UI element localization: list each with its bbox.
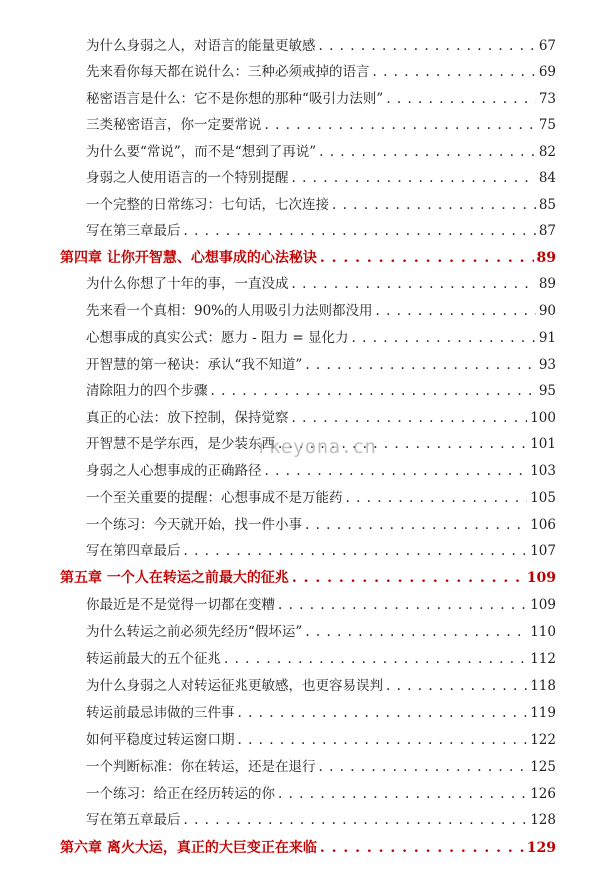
- toc-entry[interactable]: [86, 222, 556, 240]
- toc-entry[interactable]: [86, 329, 556, 347]
- toc-entry[interactable]: [86, 462, 556, 480]
- toc-entry[interactable]: [86, 356, 556, 374]
- toc-page-number: 73: [538, 91, 556, 107]
- toc-page-number: 109: [526, 570, 556, 586]
- toc-entry-title: 身弱之人使用语言的一个特别提醒: [86, 170, 289, 186]
- toc-entry-title: 你最近是不是觉得一切都在变糟: [86, 597, 275, 613]
- dot-leader: [238, 704, 528, 722]
- toc-page-number: 89: [536, 250, 556, 266]
- toc-entry[interactable]: [86, 302, 556, 320]
- dot-leader: [292, 569, 524, 587]
- toc-entry-title: 一个练习：给正在经历转运的你: [86, 786, 275, 802]
- toc-entry[interactable]: [86, 785, 556, 803]
- toc-chapter-heading[interactable]: [60, 569, 556, 587]
- toc-page-number: 67: [538, 38, 556, 54]
- toc-entry[interactable]: [86, 116, 556, 134]
- toc-entry[interactable]: [86, 409, 556, 427]
- dot-leader: [305, 516, 527, 534]
- toc-entry[interactable]: [86, 169, 556, 187]
- toc-entry[interactable]: [86, 516, 556, 534]
- toc-chapter-heading[interactable]: [60, 249, 556, 267]
- toc-entry-title: 为什么转运之前必须先经历“假坏运”: [86, 624, 303, 640]
- toc-page-number: 69: [538, 64, 556, 80]
- toc-entry-title: 清除阻力的四个步骤: [86, 383, 208, 399]
- toc-entry[interactable]: [86, 382, 556, 400]
- toc-entry-title: 先来看一个真相：90%的人用吸引力法则都没用: [86, 303, 373, 319]
- dot-leader: [265, 462, 528, 480]
- dot-leader: [386, 677, 527, 695]
- dot-leader: [238, 731, 528, 749]
- toc-entry-title: 开智慧不是学东西，是少装东西: [86, 436, 275, 452]
- toc-page-number: 95: [538, 383, 556, 399]
- dot-leader: [265, 116, 536, 134]
- toc-entry[interactable]: [86, 623, 556, 641]
- dot-leader: [224, 650, 527, 668]
- toc-chapter-title: 第四章 让你开智慧、心想事成的心法秘诀: [60, 250, 317, 266]
- toc-entry-title: 为什么身弱之人对转运征兆更敏感，也更容易误判: [86, 678, 383, 694]
- toc-page-number: 100: [530, 410, 556, 426]
- toc-chapter-title: 第五章 一个人在转运之前最大的征兆: [60, 570, 289, 586]
- toc-page-number: 90: [538, 303, 556, 319]
- toc-page-number: 122: [530, 732, 556, 748]
- dot-leader: [292, 409, 528, 427]
- toc-page-number: 89: [538, 276, 556, 292]
- toc-entry[interactable]: [86, 37, 556, 55]
- dot-leader: [278, 785, 527, 803]
- toc-page-number: 119: [530, 705, 556, 721]
- toc-entry-title: 为什么你想了十年的事，一直没成: [86, 276, 289, 292]
- toc-page-number: 109: [530, 597, 556, 613]
- toc-page-number: 82: [538, 144, 556, 160]
- toc-entry-title: 身弱之人心想事成的正确路径: [86, 463, 262, 479]
- dot-leader: [319, 143, 536, 161]
- dot-leader: [373, 63, 536, 81]
- toc-page-number: 75: [538, 117, 556, 133]
- toc-entry-title: 为什么身弱之人，对语言的能量更敏感: [86, 38, 316, 54]
- toc-entry[interactable]: [86, 542, 556, 560]
- dot-leader: [332, 196, 536, 214]
- toc-page-number: 84: [538, 170, 556, 186]
- dot-leader: [346, 489, 528, 507]
- toc-entry[interactable]: [86, 758, 556, 776]
- toc-chapter-heading[interactable]: [60, 839, 556, 857]
- toc-entry-title: 转运前最忌讳做的三件事: [86, 705, 235, 721]
- toc-entry-title: 真正的心法：放下控制，保持觉察: [86, 410, 289, 426]
- dot-leader: [320, 249, 534, 267]
- toc-page-number: 128: [530, 812, 556, 828]
- toc-entry-title: 三类秘密语言，你一定要常说: [86, 117, 262, 133]
- dot-leader: [211, 382, 536, 400]
- toc-entry-title: 如何平稳度过转运窗口期: [86, 732, 235, 748]
- toc-page-number: 118: [530, 678, 556, 694]
- toc-entry-title: 写在第五章最后: [86, 812, 181, 828]
- toc-entry[interactable]: [86, 596, 556, 614]
- toc-entry-title: 一个练习：今天就开始，找一件小事: [86, 517, 302, 533]
- toc-entry[interactable]: [86, 275, 556, 293]
- toc-page-number: 105: [530, 490, 556, 506]
- toc-page-number: 93: [538, 357, 556, 373]
- toc-entry[interactable]: [86, 489, 556, 507]
- toc-page-number: 107: [530, 543, 556, 559]
- toc-page-number: 91: [538, 330, 556, 346]
- dot-leader: [184, 542, 528, 560]
- toc-entry[interactable]: [86, 677, 556, 695]
- toc-entry-title: 先来看你每天都在说什么：三种必须戒掉的语言: [86, 64, 370, 80]
- toc-entry-title: 一个完整的日常练习：七句话，七次连接: [86, 197, 329, 213]
- toc-entry[interactable]: [86, 704, 556, 722]
- toc-page-number: 85: [538, 197, 556, 213]
- toc-page-number: 110: [530, 624, 556, 640]
- toc-entry-title: 写在第四章最后: [86, 543, 181, 559]
- dot-leader: [292, 275, 536, 293]
- toc-page-number: 101: [530, 436, 556, 452]
- toc-entry-title: 为什么要“常说”，而不是“想到了再说”: [86, 144, 317, 160]
- toc-entry[interactable]: [86, 731, 556, 749]
- toc-entry[interactable]: [86, 63, 556, 81]
- toc-entry-title: 心想事成的真实公式：愿力 - 阻力 = 显化力: [86, 330, 349, 346]
- toc-page-number: 129: [526, 840, 556, 856]
- toc-page-number: 103: [530, 463, 556, 479]
- toc-page-number: 125: [530, 759, 556, 775]
- toc-entry[interactable]: [86, 143, 556, 161]
- dot-leader: [278, 596, 527, 614]
- toc-page-number: 87: [538, 223, 556, 239]
- toc-entry-title: 写在第三章最后: [86, 223, 181, 239]
- dot-leader: [305, 623, 527, 641]
- dot-leader: [292, 169, 536, 187]
- toc-entry[interactable]: [86, 811, 556, 829]
- toc-entry-title: 转运前最大的五个征兆: [86, 651, 221, 667]
- dot-leader: [319, 758, 528, 776]
- toc-entry-title: 一个判断标准：你在转运，还是在退行: [86, 759, 316, 775]
- toc-entry[interactable]: [86, 650, 556, 668]
- toc-page-number: 106: [530, 517, 556, 533]
- dot-leader: [184, 811, 528, 829]
- toc-entry-title: 开智慧的第一秘诀：承认“我不知道”: [86, 357, 303, 373]
- toc-entry-title: 一个至关重要的提醒：心想事成不是万能药: [86, 490, 343, 506]
- toc-entry[interactable]: [86, 90, 556, 108]
- toc-chapter-title: 第六章 离火大运，真正的大巨变正在来临: [60, 840, 317, 856]
- dot-leader: [319, 37, 536, 55]
- dot-leader: [184, 222, 536, 240]
- dot-leader: [376, 302, 536, 320]
- watermark: rkeyona.cn: [257, 436, 377, 458]
- toc-entry-title: 秘密语言是什么：它不是你想的那种“吸引力法则”: [86, 91, 384, 107]
- toc-page-number: 126: [530, 786, 556, 802]
- dot-leader: [305, 356, 536, 374]
- dot-leader: [386, 90, 536, 108]
- dot-leader: [352, 329, 536, 347]
- toc-page-number: 112: [530, 651, 556, 667]
- dot-leader: [320, 839, 524, 857]
- toc-entry[interactable]: [86, 196, 556, 214]
